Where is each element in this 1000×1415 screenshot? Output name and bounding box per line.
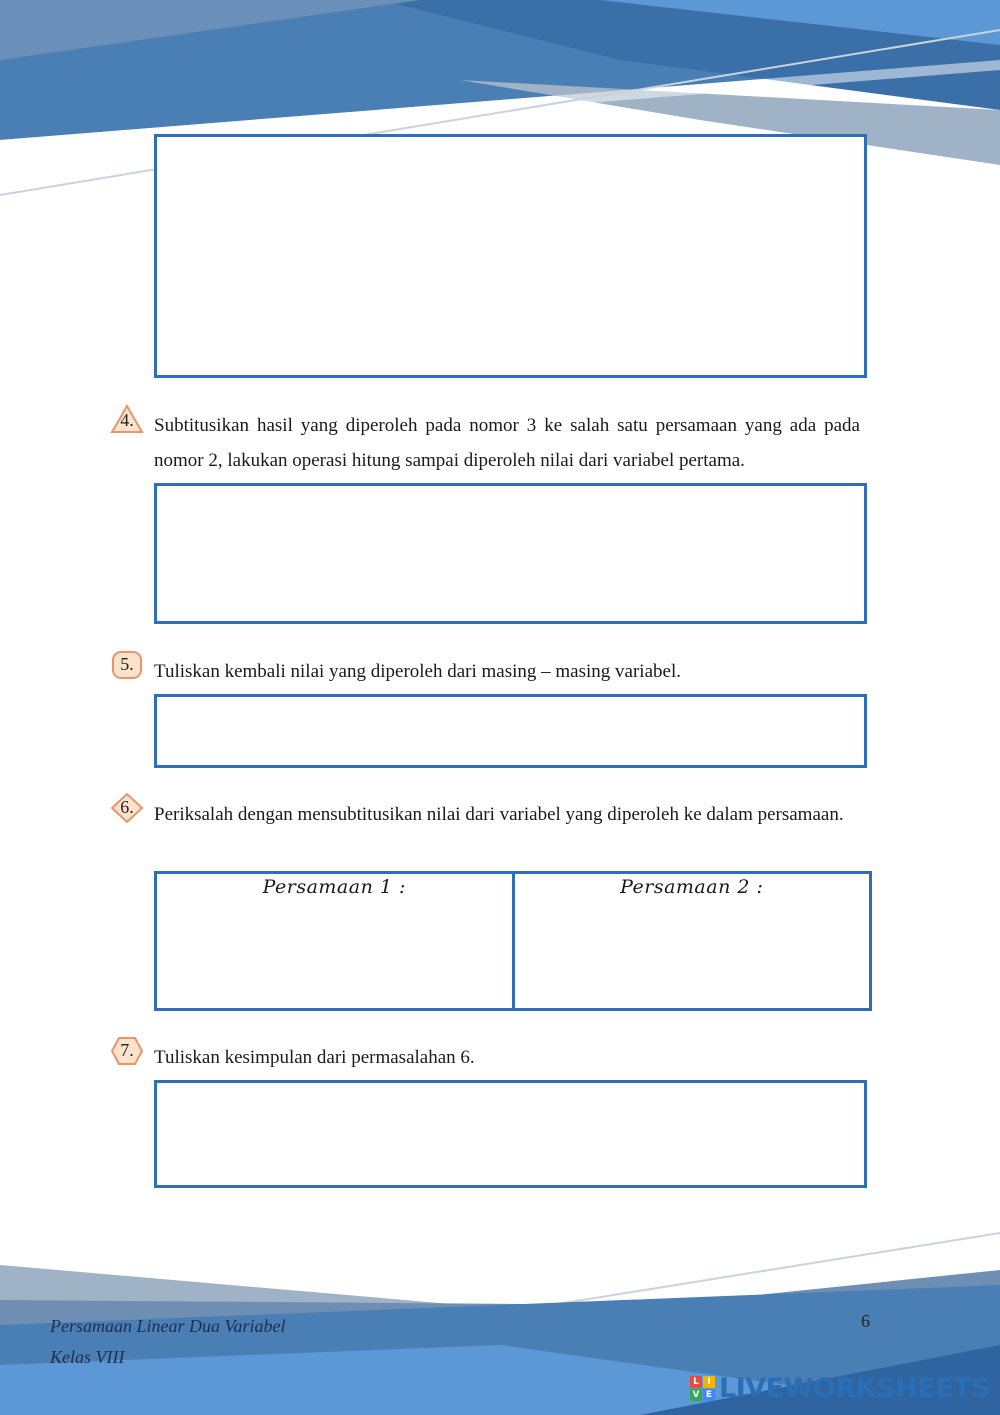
question-4-badge [110,404,144,434]
question-7-badge [110,1036,144,1066]
answer-box-7[interactable] [154,1080,867,1188]
equation-1-cell[interactable] [157,874,512,1008]
footer-subject-title: Persamaan Linear Dua Variabel [50,1316,286,1336]
answer-box-5[interactable] [154,694,867,768]
liveworksheets-wordmark: LIVEWORKSHEETS [719,1373,990,1404]
answer-box-3[interactable] [154,134,867,378]
answer-input-7[interactable] [157,1083,864,1185]
question-7 [110,1040,860,1075]
answer-input-5[interactable] [157,697,864,765]
question-7-number: 7. [120,1040,134,1060]
liveworksheets-grid-icon: L I V E [690,1376,715,1401]
question-4-number: 4. [120,410,134,430]
verification-table [154,871,872,1011]
liveworksheets-logo[interactable] [690,1373,990,1404]
question-4-text: Subtitusikan hasil yang diperoleh pada nomor 3 ke salah satu persamaan yang ada pada nomor 2, lakukan operasi hitung sampai diperoleh nilai dari variabel pertama. [154,415,860,471]
footer-class-label: Kelas VIII [50,1347,125,1367]
equation-1-input[interactable] [157,904,512,1008]
equation-2-input[interactable] [515,904,870,1008]
answer-input-3[interactable] [157,137,864,375]
question-6-text: Periksalah dengan mensubtitusikan nilai dari variabel yang diperoleh ke dalam persamaan. [154,804,844,825]
question-6 [110,797,860,832]
page-number: 6 [861,1311,870,1331]
equation-2-heading: Persamaan 2 : [620,876,764,898]
question-6-badge [110,793,144,823]
question-4 [110,408,860,478]
question-5-badge [110,650,144,680]
question-5-text: Tuliskan kembali nilai yang diperoleh dari masing – masing variabel. [154,661,681,682]
equation-1-heading: Persamaan 1 : [262,876,406,898]
question-6-number: 6. [120,797,134,817]
equation-2-cell[interactable] [512,874,870,1008]
answer-input-4[interactable] [157,486,864,621]
answer-box-4[interactable] [154,483,867,624]
question-5-number: 5. [120,654,134,674]
question-7-text: Tuliskan kesimpulan dari permasalahan 6. [154,1047,475,1068]
question-5 [110,654,860,689]
